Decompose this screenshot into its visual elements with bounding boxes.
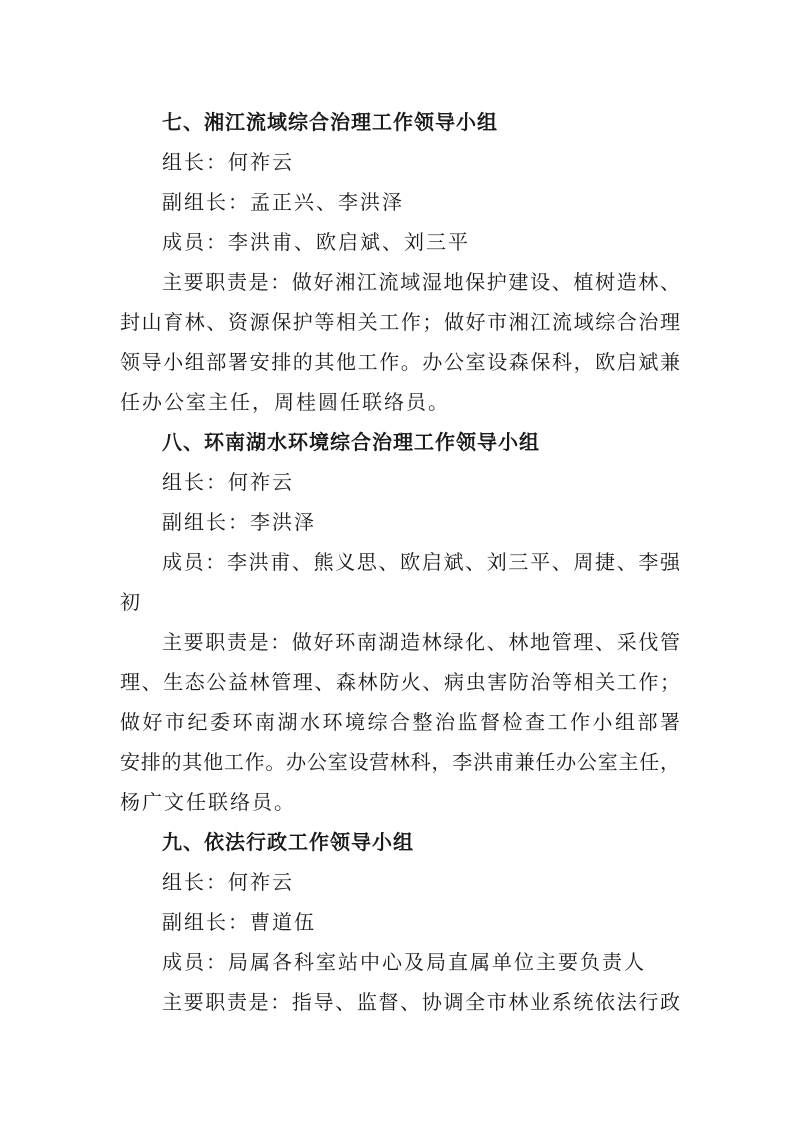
section-8-title: 八、环南湖水环境综合治理工作领导小组 bbox=[162, 430, 540, 454]
section-8-members: 成员：李洪甫、熊义思、欧启斌、刘三平、周捷、李强 bbox=[162, 550, 680, 574]
section-8-members-cont: 初 bbox=[120, 590, 142, 614]
section-7-deputy: 副组长：孟正兴、李洪泽 bbox=[162, 190, 404, 214]
section-9-leader: 组长：何祚云 bbox=[162, 870, 294, 894]
section-8-duties-line: 做好市纪委环南湖水环境综合整治监督检查工作小组部署 bbox=[120, 710, 680, 734]
section-7-duties-line: 领导小组部署安排的其他工作。办公室设森保科，欧启斌兼 bbox=[120, 350, 680, 374]
section-7-duties-line: 主要职责是：做好湘江流域湿地保护建设、植树造林、 bbox=[162, 270, 680, 294]
section-7-duties-line: 封山育林、资源保护等相关工作；做好市湘江流域综合治理 bbox=[120, 310, 680, 334]
section-9-duties-line: 主要职责是：指导、监督、协调全市林业系统依法行政 bbox=[162, 990, 680, 1014]
section-9-deputy: 副组长：曹道伍 bbox=[162, 910, 316, 934]
section-8-leader: 组长：何祚云 bbox=[162, 470, 294, 494]
section-8-duties-line: 主要职责是：做好环南湖造林绿化、林地管理、采伐管 bbox=[162, 630, 680, 654]
section-7-leader: 组长：何祚云 bbox=[162, 150, 294, 174]
section-9-title: 九、依法行政工作领导小组 bbox=[162, 830, 414, 854]
section-8-deputy: 副组长：李洪泽 bbox=[162, 510, 316, 534]
section-9-members: 成员：局属各科室站中心及局直属单位主要负责人 bbox=[162, 950, 646, 974]
section-7-title: 七、湘江流域综合治理工作领导小组 bbox=[162, 110, 498, 134]
section-7-members: 成员：李洪甫、欧启斌、刘三平 bbox=[162, 230, 470, 254]
section-8-duties-line: 杨广文任联络员。 bbox=[120, 790, 296, 814]
section-7-duties-line: 任办公室主任，周桂圆任联络员。 bbox=[120, 390, 450, 414]
section-8-duties-line: 理、生态公益林管理、森林防火、病虫害防治等相关工作； bbox=[120, 670, 680, 694]
section-8-duties-line: 安排的其他工作。办公室设营林科，李洪甫兼任办公室主任， bbox=[120, 750, 680, 774]
